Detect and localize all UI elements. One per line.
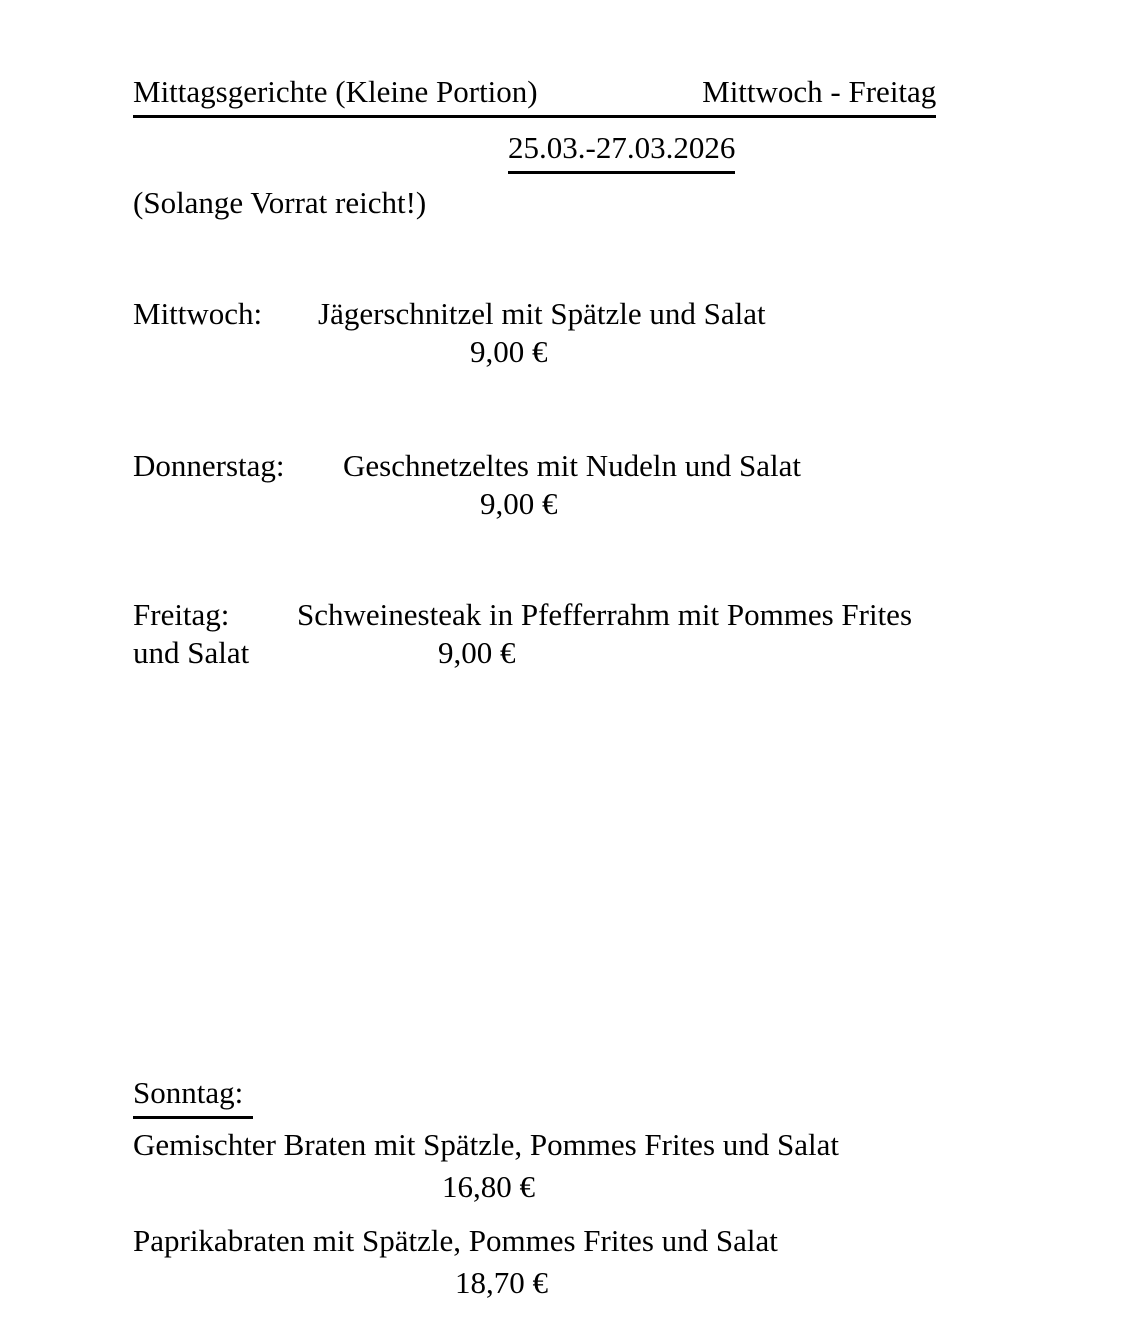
sunday-heading-label: Sonntag: [133,1074,253,1119]
menu-entry-line [133,596,912,634]
menu-entry-sonntag-1 [133,1126,839,1206]
dish-name: Geschnetzeltes mit Nudeln und Salat [343,448,801,483]
document-header [133,73,936,118]
menu-entry-freitag [133,596,912,672]
menu-entry-sonntag-2 [133,1222,778,1302]
dish-name-line1: Schweinesteak in Pfefferrahm mit Pommes Frites [297,597,913,632]
dish-name: Paprikabraten mit Spätzle, Pommes Frites und Salat [133,1223,778,1258]
day-label: Mittwoch: [133,296,263,331]
dish-price: 9,00 € [438,635,516,670]
dish-name: Jägerschnitzel mit Spätzle und Salat [318,296,766,331]
dish-name-line2: und Salat [133,635,250,670]
menu-entry-line [133,447,801,485]
menu-entry-donnerstag [133,447,801,523]
menu-title: Mittagsgerichte (Kleine Portion) [133,74,538,109]
dish-price: 9,00 € [470,334,548,369]
menu-weekday-range: Mittwoch - Freitag [702,74,937,109]
day-label: Donnerstag: [133,448,285,483]
date-range-line [508,129,735,174]
dish-price: 9,00 € [480,486,558,521]
sunday-section-heading [133,1074,253,1119]
header-underline-group [133,73,936,118]
dish-name: Gemischter Braten mit Spätzle, Pommes Frites und Salat [133,1127,839,1162]
date-range: 25.03.-27.03.2026 [508,129,735,174]
menu-entry-mittwoch [133,295,766,371]
day-label: Freitag: [133,597,230,632]
menu-entry-line [133,295,766,333]
menu-entry-line [133,634,912,672]
dish-price: 18,70 € [455,1265,548,1300]
dish-price: 16,80 € [442,1169,535,1204]
availability-note: (Solange Vorrat reicht!) [133,185,427,220]
